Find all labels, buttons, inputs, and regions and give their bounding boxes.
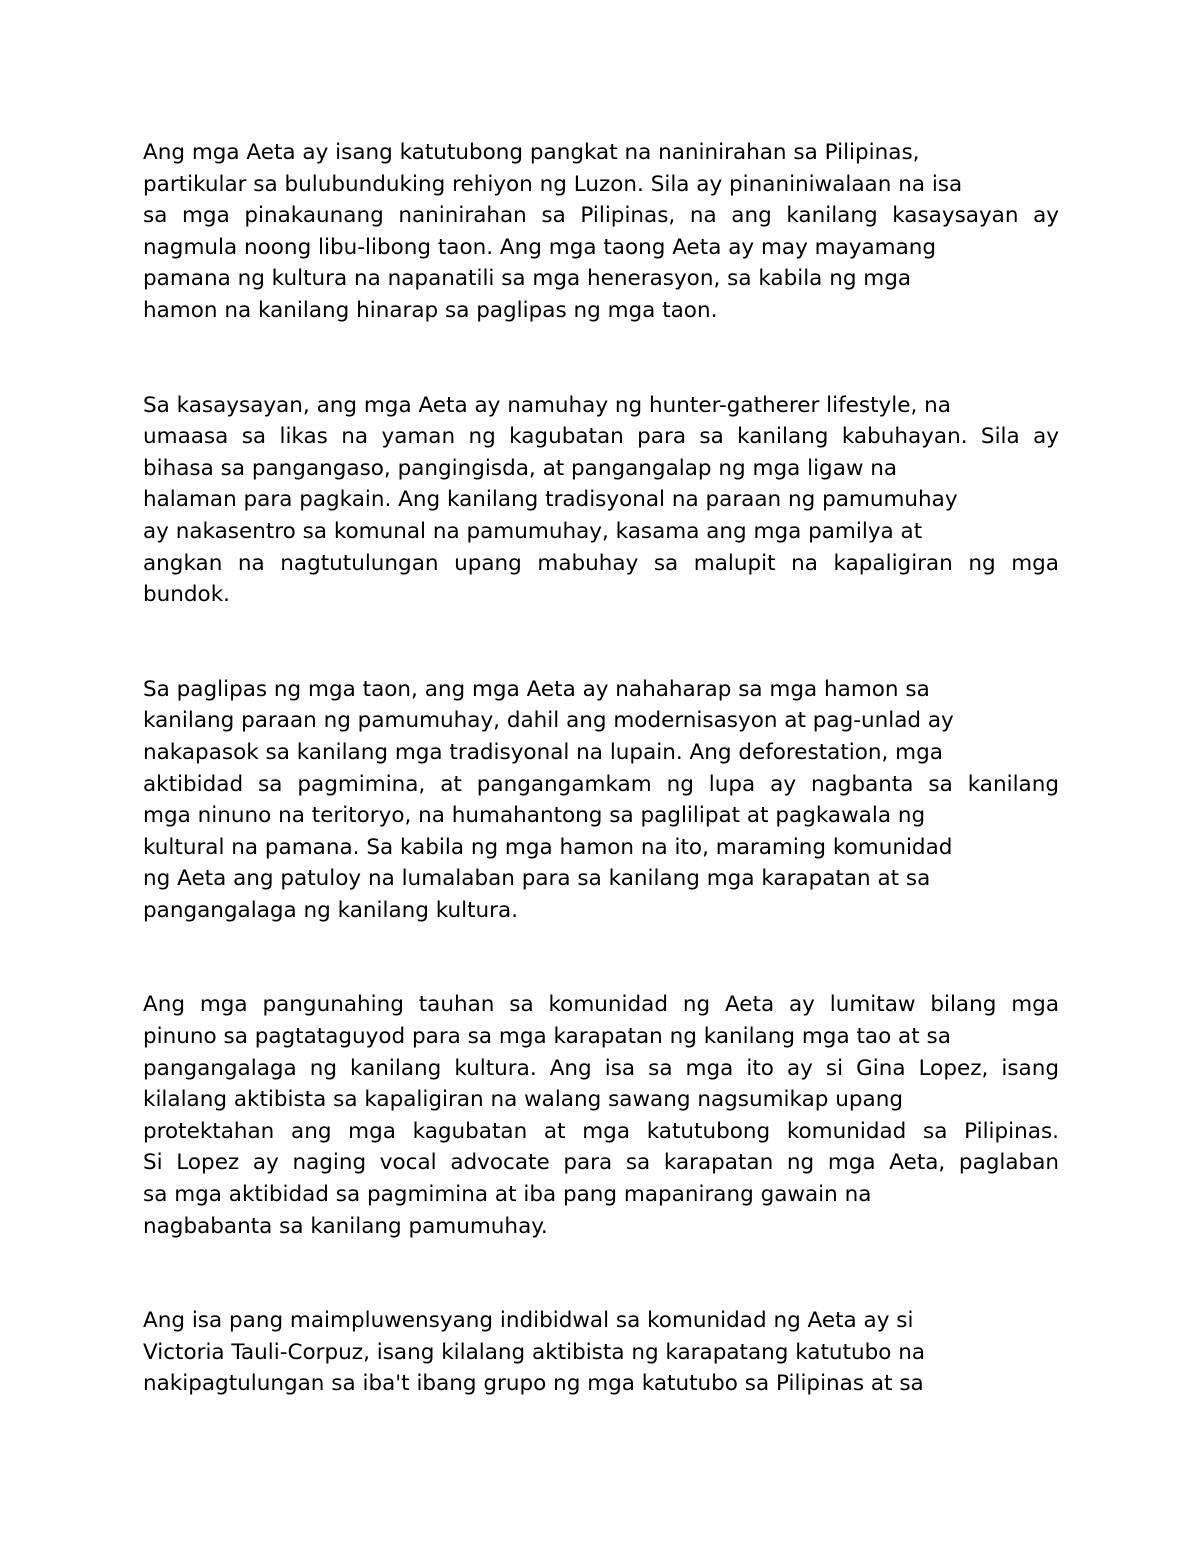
text-line: bihasa sa pangangaso, pangingisda, at pangangalap ng mga ligaw na <box>143 455 898 481</box>
text-line: ay nakasentro sa komunal na pamumuhay, kasama ang mga pamilya at <box>143 518 923 544</box>
text-line: sa mga aktibidad sa pagmimina at iba pang mapanirang gawain na <box>143 1182 872 1208</box>
text-line: pangangalaga ng kanilang kultura. <box>143 897 519 923</box>
text-line: sa mga pinakaunang naninirahan sa Pilipinas, na ang kanilang kasaysayan ay <box>143 203 1059 229</box>
paragraph-challenges <box>143 674 1059 927</box>
text-line: hamon na kanilang hinarap sa paglipas ng mga taon. <box>143 297 718 323</box>
paragraph-spacer <box>143 611 1059 674</box>
text-line: nagbabanta sa kanilang pamumuhay. <box>143 1213 548 1239</box>
text-line: ng Aeta ang patuloy na lumalaban para sa kanilang mga karapatan at sa <box>143 866 931 892</box>
text-line: pamana ng kultura na napanatili sa mga henerasyon, sa kabila ng mga <box>143 266 912 292</box>
text-line: Sa kasaysayan, ang mga Aeta ay namuhay ng hunter-gatherer lifestyle, na <box>143 392 951 418</box>
paragraph-gina-lopez <box>143 989 1059 1242</box>
paragraph-aeta-intro <box>143 137 1059 327</box>
text-line: Sa paglipas ng mga taon, ang mga Aeta ay nahaharap sa mga hamon sa <box>143 676 930 702</box>
paragraph-spacer <box>143 926 1059 989</box>
text-line: aktibidad sa pagmimina, at pangangamkam ng lupa ay nagbanta sa kanilang <box>143 771 1059 797</box>
text-line: Ang mga pangunahing tauhan sa komunidad ng Aeta ay lumitaw bilang mga <box>143 992 1059 1018</box>
text-line: mga ninuno na teritoryo, na humahantong sa paglilipat at pagkawala ng <box>143 803 926 829</box>
text-line: nakipagtulungan sa iba't ibang grupo ng mga katutubo sa Pilipinas at sa <box>143 1371 924 1397</box>
text-line: nakapasok sa kanilang mga tradisyonal na lupain. Ang deforestation, mga <box>143 739 943 765</box>
text-line: Victoria Tauli-Corpuz, isang kilalang aktibista ng karapatang katutubo na <box>143 1339 926 1365</box>
text-line: partikular sa bulubunduking rehiyon ng Luzon. Sila ay pinaniniwalaan na isa <box>143 171 963 197</box>
text-line: kultural na pamana. Sa kabila ng mga hamon na ito, maraming komunidad <box>143 834 953 860</box>
text-line: Ang mga Aeta ay isang katutubong pangkat na naninirahan sa Pilipinas, <box>143 140 920 165</box>
text-line: protektahan ang mga kagubatan at mga katutubong komunidad sa Pilipinas. <box>143 1118 1059 1144</box>
text-line: halaman para pagkain. Ang kanilang tradisyonal na paraan ng pamumuhay <box>143 487 958 513</box>
document-body <box>143 137 1059 1400</box>
text-line: kanilang paraan ng pamumuhay, dahil ang modernisasyon at pag-unlad ay <box>143 708 954 734</box>
text-line: bundok. <box>143 582 230 608</box>
text-line: umaasa sa likas na yaman ng kagubatan para sa kanilang kabuhayan. Sila ay <box>143 424 1059 450</box>
text-line: angkan na nagtutulungan upang mabuhay sa malupit na kapaligiran ng mga <box>143 550 1059 576</box>
paragraph-history <box>143 390 1059 611</box>
text-line: Si Lopez ay naging vocal advocate para sa karapatan ng mga Aeta, paglaban <box>143 1150 1059 1176</box>
paragraph-spacer <box>143 327 1059 390</box>
text-line: nagmula noong libu-libong taon. Ang mga taong Aeta ay may mayamang <box>143 234 937 260</box>
paragraph-tauli-corpuz <box>143 1305 1059 1400</box>
text-line: Ang isa pang maimpluwensyang indibidwal sa komunidad ng Aeta ay si <box>143 1308 914 1334</box>
text-line: kilalang aktibista sa kapaligiran na walang sawang nagsumikap upang <box>143 1087 903 1113</box>
text-line: pinuno sa pagtataguyod para sa mga karapatan ng kanilang mga tao at sa <box>143 1024 951 1050</box>
text-line: pangangalaga ng kanilang kultura. Ang isa sa mga ito ay si Gina Lopez, isang <box>143 1055 1059 1081</box>
paragraph-spacer <box>143 1242 1059 1305</box>
